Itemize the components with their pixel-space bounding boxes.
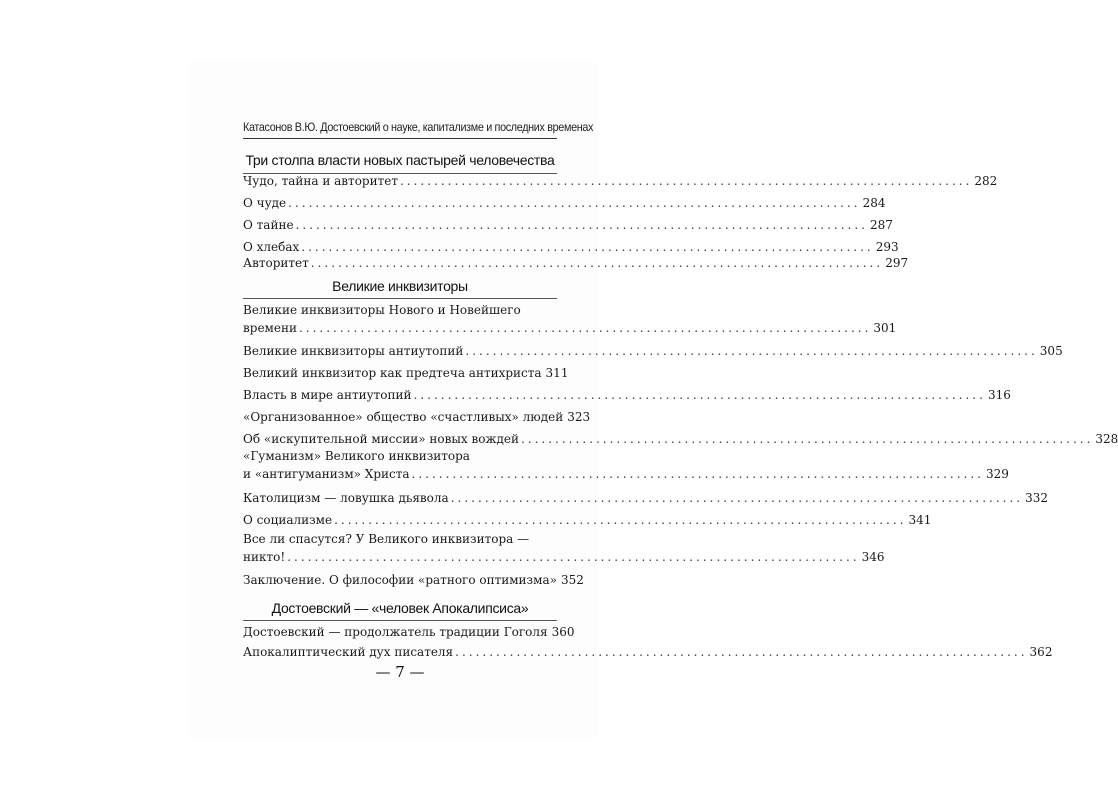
section-title: Великие инквизиторы <box>332 278 468 294</box>
section-title: Достоевский — «человек Апокалипсиса» <box>271 600 529 616</box>
entry-title: Заключение. О философии «ратного оптимизма» <box>243 573 557 587</box>
toc-entry <box>243 432 1118 446</box>
entry-page: 305 <box>1039 344 1063 358</box>
toc-entry <box>243 196 886 210</box>
entry-page: 362 <box>1029 645 1053 659</box>
dot-leader: .................................................................................... <box>288 196 861 210</box>
dot-leader: .................................................................................... <box>310 256 884 270</box>
toc-entry <box>243 410 591 424</box>
entry-page: 316 <box>987 388 1011 402</box>
entry-title: О социализме <box>243 513 333 527</box>
entry-page: 346 <box>861 550 885 564</box>
entry-title: Великий инквизитор как предтеча антихриста <box>243 366 542 380</box>
dot-leader: .................................................................................... <box>411 467 984 481</box>
entry-title: Чудо, тайна и авторитет <box>243 174 398 188</box>
entry-title: Авторитет <box>243 256 309 270</box>
toc-entry <box>243 256 909 270</box>
dot-leader: .................................................................................... <box>295 218 868 232</box>
dot-leader: .................................................................................... <box>334 513 907 527</box>
toc-entry <box>243 573 584 587</box>
entry-page: 301 <box>873 321 897 335</box>
entry-page: 323 <box>567 410 591 424</box>
entry-title: Католицизм — ловушка дьявола <box>243 491 449 505</box>
toc-entry <box>243 240 899 254</box>
entry-title: и «антигуманизм» Христа <box>243 467 410 481</box>
entry-page: 352 <box>560 573 584 587</box>
dot-leader: .................................................................................... <box>301 240 874 254</box>
toc-entry <box>243 645 1053 659</box>
entry-page: 284 <box>862 196 886 210</box>
toc-entry <box>243 532 885 564</box>
running-header: Катасонов В.Ю. Достоевский о науке, капитализме и последних временах <box>243 121 594 134</box>
entry-page: 282 <box>974 174 998 188</box>
dot-leader: .................................................................................... <box>450 491 1024 505</box>
dot-leader: .................................................................................... <box>455 645 1028 659</box>
entry-title-line1: Все ли спасутся? У Великого инквизитора — <box>243 532 530 546</box>
entry-title: никто! <box>243 550 286 564</box>
toc-entry <box>243 491 1049 505</box>
dot-leader: .................................................................................... <box>287 550 860 564</box>
entry-title: О чуде <box>243 196 287 210</box>
entry-title: Великие инквизиторы антиутопий <box>243 344 464 358</box>
section-rule <box>243 620 557 621</box>
entry-page: 328 <box>1095 432 1118 446</box>
entry-page: 293 <box>875 240 899 254</box>
toc-entry <box>243 174 998 188</box>
toc-entry <box>243 388 1011 402</box>
entry-title: времени <box>243 321 297 335</box>
toc-entry <box>243 449 1009 481</box>
toc-entry <box>243 625 575 639</box>
dot-leader: .................................................................................... <box>520 432 1094 446</box>
toc-entry <box>243 344 1063 358</box>
entry-page: 360 <box>551 625 575 639</box>
entry-title: «Организованное» общество «счастливых» людей <box>243 410 564 424</box>
entry-title-line1: Великие инквизиторы Нового и Новейшего <box>243 303 521 317</box>
entry-title: О тайне <box>243 218 294 232</box>
entry-title-line1: «Гуманизм» Великого инквизитора <box>243 449 470 463</box>
entry-page: 311 <box>545 366 569 380</box>
dot-leader: .................................................................................... <box>413 388 986 402</box>
dot-leader: .................................................................................... <box>465 344 1038 358</box>
entry-page: 332 <box>1025 491 1049 505</box>
toc-entry <box>243 303 897 335</box>
entry-page: 341 <box>908 513 932 527</box>
header-rule <box>243 138 557 139</box>
section-title: Три столпа власти новых пастырей человечества <box>245 152 555 168</box>
entry-title: Достоевский — продолжатель традиции Гоголя <box>243 625 548 639</box>
toc-entry <box>243 513 932 527</box>
entry-title: Власть в мире антиутопий <box>243 388 412 402</box>
page-number: — 7 — <box>375 663 425 681</box>
entry-page: 329 <box>985 467 1009 481</box>
dot-leader: .................................................................................... <box>399 174 973 188</box>
toc-entry <box>243 218 893 232</box>
toc-entry <box>243 366 569 380</box>
dot-leader: .................................................................................... <box>298 321 872 335</box>
entry-title: О хлебах <box>243 240 300 254</box>
entry-title: Об «искупительной миссии» новых вождей <box>243 432 519 446</box>
section-rule <box>243 298 557 299</box>
entry-page: 297 <box>885 256 909 270</box>
entry-page: 287 <box>869 218 893 232</box>
entry-title: Апокалиптический дух писателя <box>243 645 454 659</box>
